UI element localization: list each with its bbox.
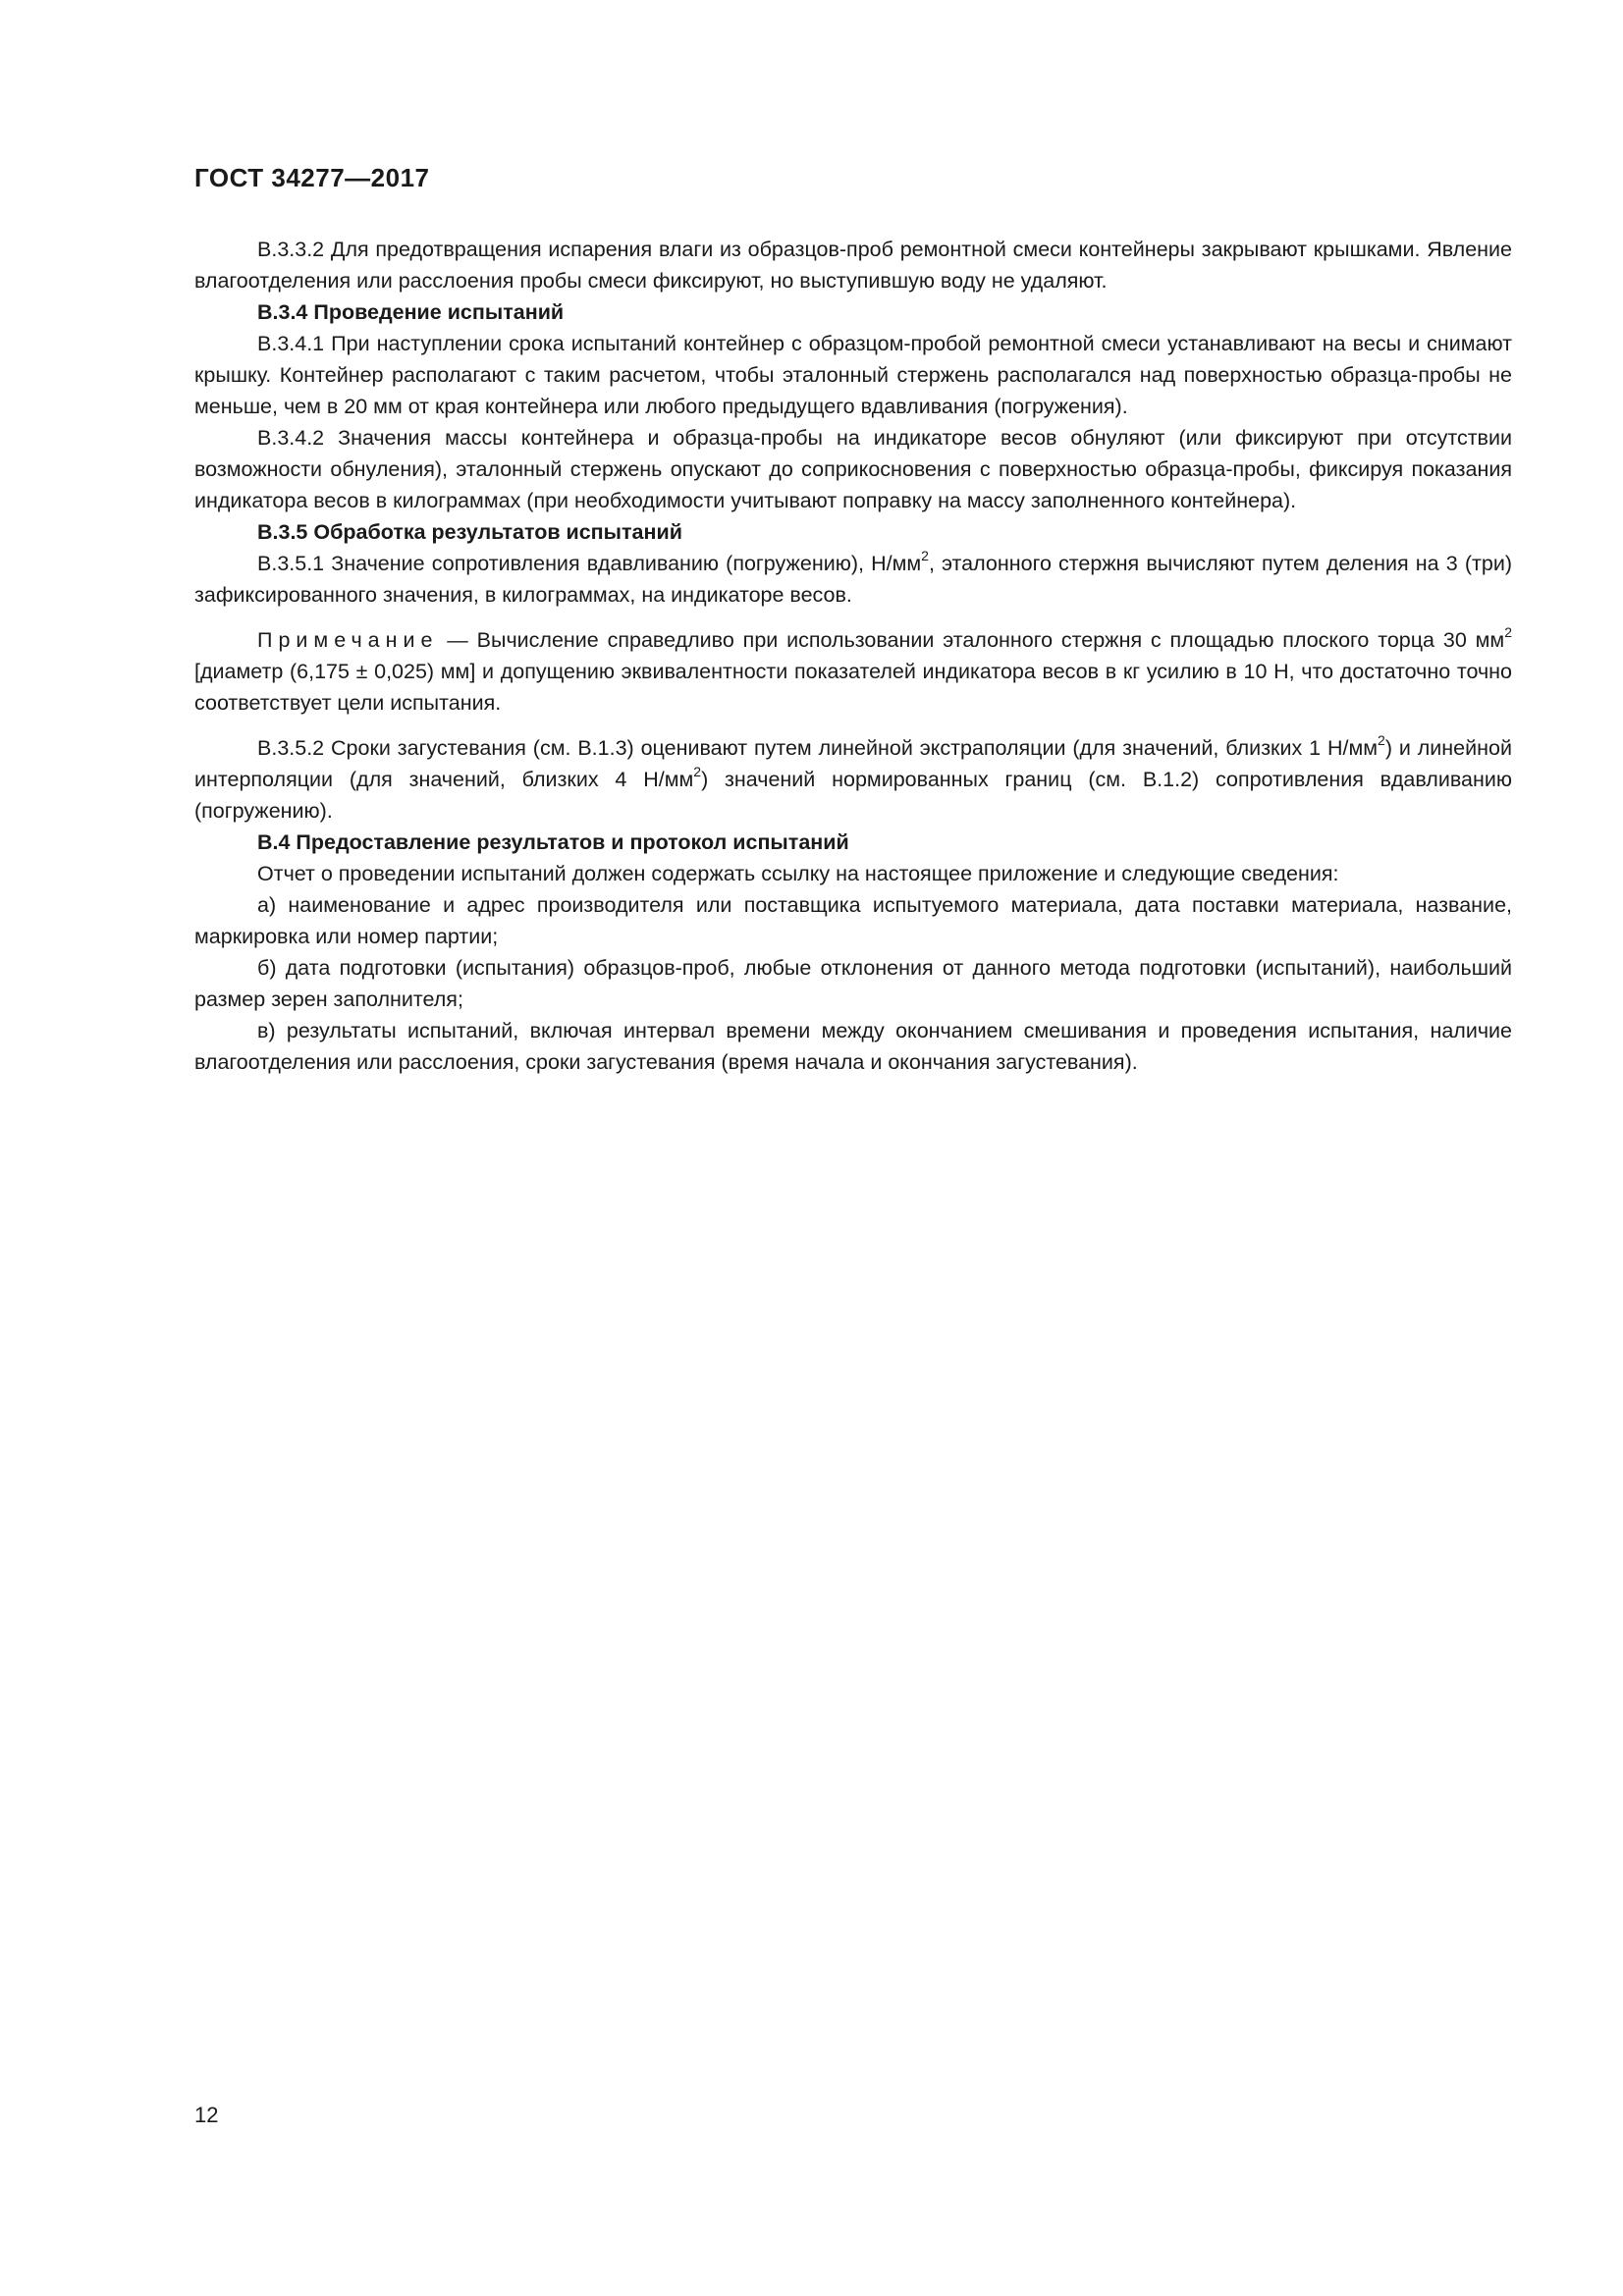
superscript: 2 (1378, 731, 1385, 748)
paragraph-b-3-4-2: В.3.4.2 Значения массы контейнера и образца-пробы на индикаторе весов обнуляют (или фиксируют при отсутствии возможности обнуления), эталонный стержень опускают до соприкосновения с поверхностью образца-пробы, фиксируя показания индикатора весов в килограммах (при необходимости учитывают поправку на массу заполненного контейнера). (194, 426, 1512, 512)
superscript: 2 (693, 763, 702, 779)
note (194, 624, 1512, 719)
page-number: 12 (194, 2103, 219, 2127)
list-item-c: в) результаты испытаний, включая интервал времени между окончанием смешивания и проведения испытания, наличие влагоотделения или расслоения, сроки загустевания (время начала и окончания загустевания). (194, 1019, 1512, 1074)
paragraph-text: В.3.5.1 Значение сопротивления вдавливанию (погружению), Н/мм (257, 552, 922, 575)
paragraph-b-3-5-1 (194, 548, 1512, 611)
paragraph-text: ) и линейной интерполяции (для значений, близких 4 Н/мм (194, 736, 1512, 791)
paragraph-b-3-4-1: В.3.4.1 При наступлении срока испытаний контейнер с образцом-пробой ремонтной смеси устанавливают на весы и снимают крышку. Контейнер располагают с таким расчетом, чтобы эталонный стержень располагался над поверхностью образца-пробы не меньше, чем в 20 мм от края контейнера или любого предыдущего вдавливания (погружения). (194, 332, 1512, 418)
superscript: 2 (921, 547, 929, 563)
paragraph-b-3-3-2: В.3.3.2 Для предотвращения испарения влаги из образцов-проб ремонтной смеси контейнеры закрывают крышками. Явление влагоотделения или расслоения пробы смеси фиксируют, но выступившую воду не удаляют. (194, 238, 1512, 293)
paragraph-text: , эталонного стержня вычисляют путем деления на 3 (три) зафиксированного значения, в килограммах, на индикаторе весов. (194, 552, 1512, 607)
note-label: Примечание (257, 628, 439, 652)
document-header: ГОСТ 34277—2017 (194, 163, 430, 192)
paragraph-text: ) значений нормированных границ (см. В.1.2) сопротивления вдавливанию (погружению). (194, 768, 1512, 823)
paragraph-b-3-5-2 (194, 732, 1512, 827)
document-body (194, 234, 1512, 1078)
note-text: — Вычисление справедливо при использовании эталонного стержня с площадью плоского торца 30 мм (438, 628, 1505, 652)
heading-b-3-5: В.3.5 Обработка результатов испытаний (257, 520, 682, 544)
heading-b-4: В.4 Предоставление результатов и протокол испытаний (257, 830, 849, 854)
paragraph-text: В.3.5.2 Сроки загустевания (см. В.1.3) оценивают путем линейной экстраполяции (для значений, близких 1 Н/мм (257, 736, 1379, 760)
list-item-b: б) дата подготовки (испытания) образцов-проб, любые отклонения от данного метода подготовки (испытаний), наибольший размер зерен заполнителя; (194, 956, 1512, 1011)
superscript: 2 (1504, 623, 1512, 640)
list-item-a: а) наименование и адрес производителя или поставщика испытуемого материала, дата поставки материала, название, маркировка или номер партии; (194, 893, 1512, 948)
heading-b-3-4: В.3.4 Проведение испытаний (257, 300, 565, 324)
note-text: [диаметр (6,175 ± 0,025) мм] и допущению эквивалентности показателей индикатора весов в кг усилию в 10 Н, что достаточно точно соответствует цели испытания. (194, 660, 1512, 715)
paragraph-b-4: Отчет о проведении испытаний должен содержать ссылку на настоящее приложение и следующие сведения: (257, 862, 1339, 885)
